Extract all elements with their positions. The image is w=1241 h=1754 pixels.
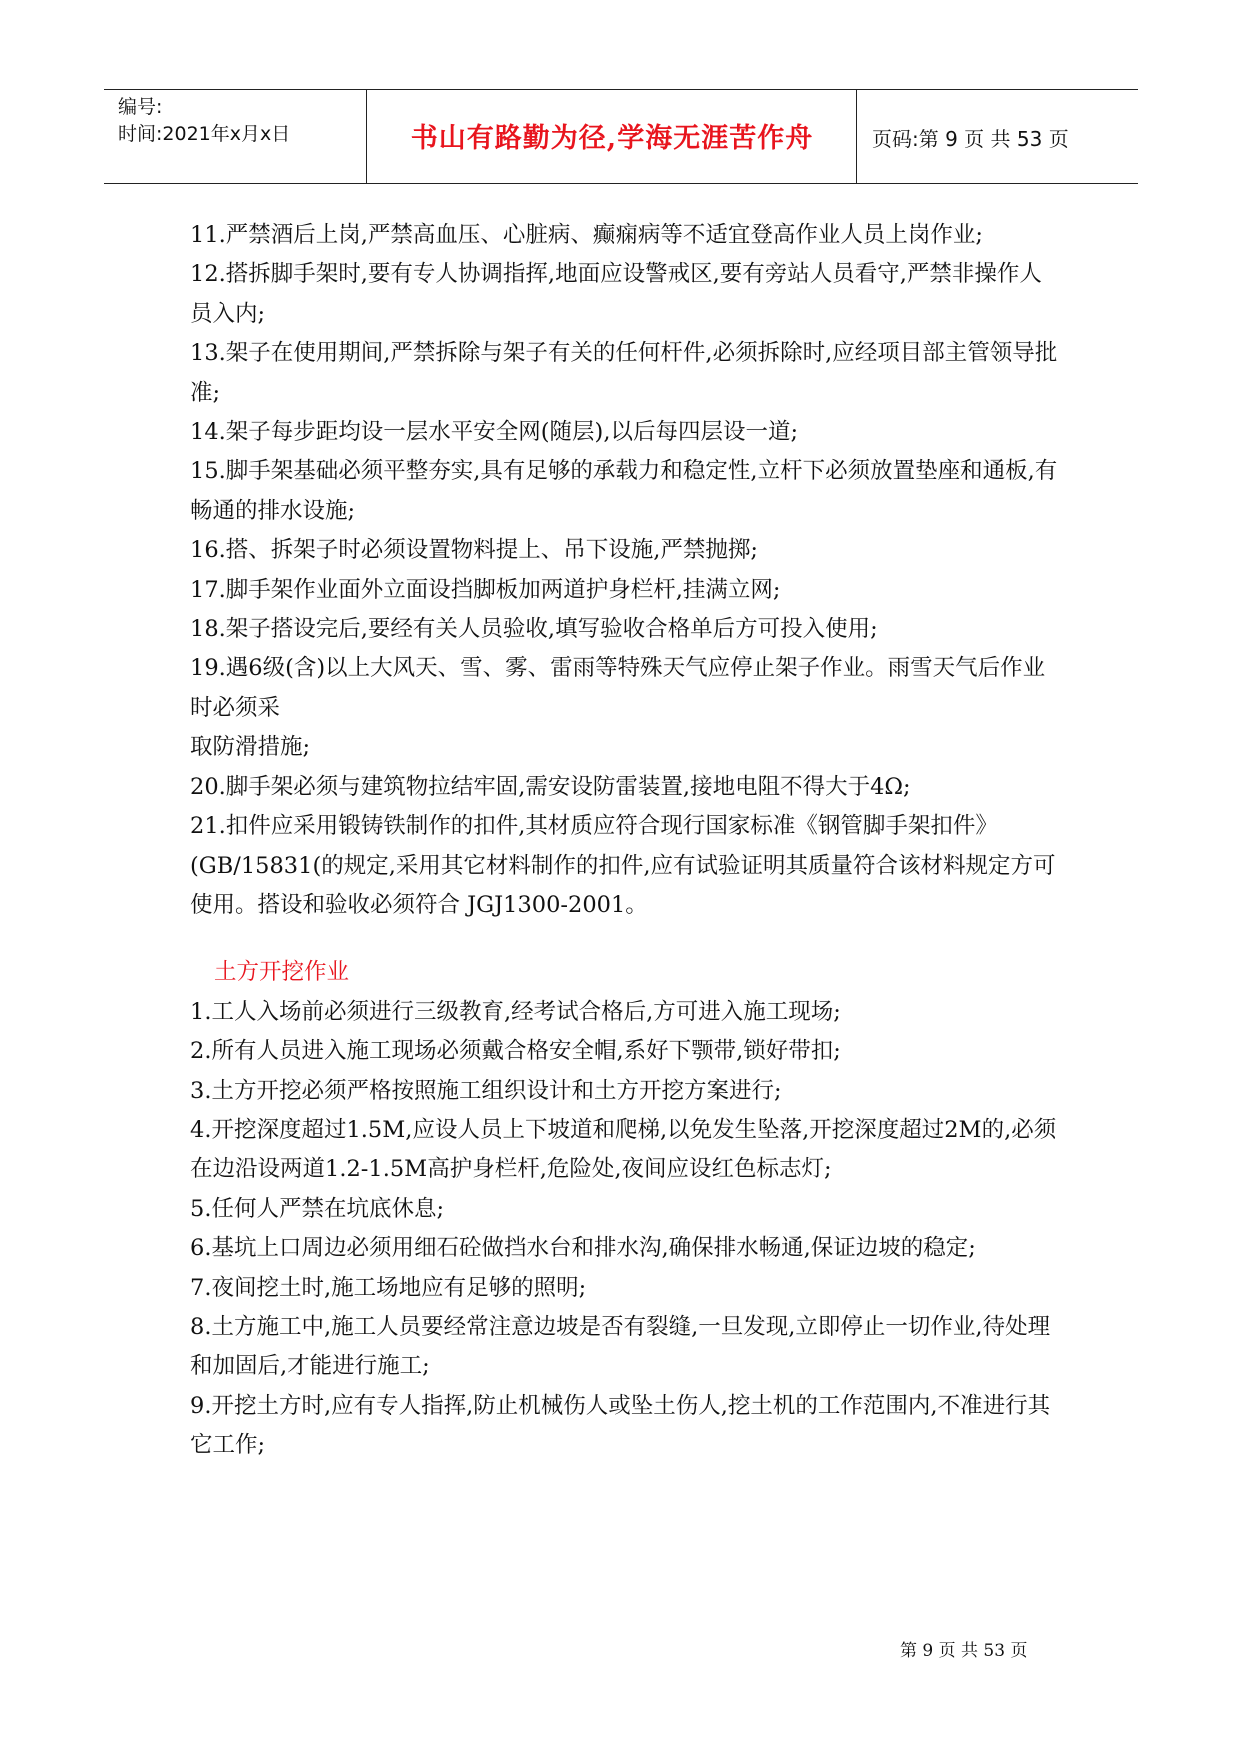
header-motto: 书山有路勤为径,学海无涯苦作舟 xyxy=(410,123,814,154)
list-item: 取防滑措施; xyxy=(190,734,311,761)
list-item: 18.架子搭设完后,要经有关人员验收,填写验收合格单后方可投入使用; xyxy=(190,616,878,643)
list-item: 19.遇6级(含)以上大风天、雪、雾、雷雨等特殊天气应停止架子作业。雨雪天气后作业时必须采 xyxy=(190,655,1046,721)
header-page-number: 页码:第 9 页 共 53 页 xyxy=(872,127,1069,151)
list-item: 6.基坑上口周边必须用细石砼做挡水台和排水沟,确保排水畅通,保证边坡的稳定; xyxy=(190,1235,976,1262)
section-title: 土方开挖作业 xyxy=(214,959,350,986)
document-header xyxy=(104,89,1138,184)
list-item: 3.土方开挖必须严格按照施工组织设计和土方开挖方案进行; xyxy=(190,1077,782,1104)
header-meta xyxy=(118,94,363,148)
list-item: 2.所有人员进入施工现场必须戴合格安全帽,系好下颚带,锁好带扣; xyxy=(190,1038,841,1065)
list-item: 16.搭、拆架子时必须设置物料提上、吊下设施,严禁抛掷; xyxy=(190,537,759,564)
header-divider xyxy=(366,90,367,183)
document-body xyxy=(190,216,1060,1466)
list-item: 1.工人入场前必须进行三级教育,经考试合格后,方可进入施工现场; xyxy=(190,998,841,1025)
list-item: 20.脚手架必须与建筑物拉结牢固,需安设防雷装置,接地电阻不得大于4Ω; xyxy=(190,773,911,800)
document-number-label: 编号: xyxy=(118,96,163,118)
page-footer: 第 9 页 共 53 页 xyxy=(900,1641,1028,1661)
list-item: 7.夜间挖土时,施工场地应有足够的照明; xyxy=(190,1274,587,1301)
header-divider xyxy=(856,90,857,183)
document-time-label: 时间:2021年x月x日 xyxy=(118,123,291,145)
list-item: 4.开挖深度超过1.5M,应设人员上下坡道和爬梯,以免发生坠落,开挖深度超过2M的,必须在边沿设两道1.2-1.5M高护身栏杆,危险处,夜间应设红色标志灯; xyxy=(190,1116,1057,1183)
list-item: 8.土方施工中,施工人员要经常注意边坡是否有裂缝,一旦发现,立即停止一切作业,待处理和加固后,才能进行施工; xyxy=(190,1313,1051,1380)
list-item: 12.搭拆脚手架时,要有专人协调指挥,地面应设警戒区,要有旁站人员看守,严禁非操作人员入内; xyxy=(190,261,1042,327)
paragraph-spacer xyxy=(190,925,1060,953)
list-item: 9.开挖土方时,应有专人指挥,防止机械伤人或坠土伤人,挖土机的工作范围内,不准进行其它工作; xyxy=(190,1392,1051,1459)
list-item: 21.扣件应采用锻铸铁制作的扣件,其材质应符合现行国家标准《钢管脚手架扣件》(GB/15831(的规定,采用其它材料制作的扣件,应有试验证明其质量符合该材料规定方可使用。搭设和验收必须符合 JGJ1300-2001。 xyxy=(190,813,1056,918)
list-item: 15.脚手架基础必须平整夯实,具有足够的承载力和稳定性,立杆下必须放置垫座和通板,有畅通的排水设施; xyxy=(190,458,1058,524)
list-item: 13.架子在使用期间,严禁拆除与架子有关的任何杆件,必须拆除时,应经项目部主管领导批准; xyxy=(190,340,1058,406)
list-item: 14.架子每步距均设一层水平安全网(随层),以后每四层设一道; xyxy=(190,419,799,446)
list-item: 17.脚手架作业面外立面设挡脚板加两道护身栏杆,挂满立网; xyxy=(190,576,781,603)
list-item: 5.任何人严禁在坑底休息; xyxy=(190,1195,445,1222)
list-item: 11.严禁酒后上岗,严禁高血压、心脏病、癫痫病等不适宜登高作业人员上岗作业; xyxy=(190,222,984,248)
